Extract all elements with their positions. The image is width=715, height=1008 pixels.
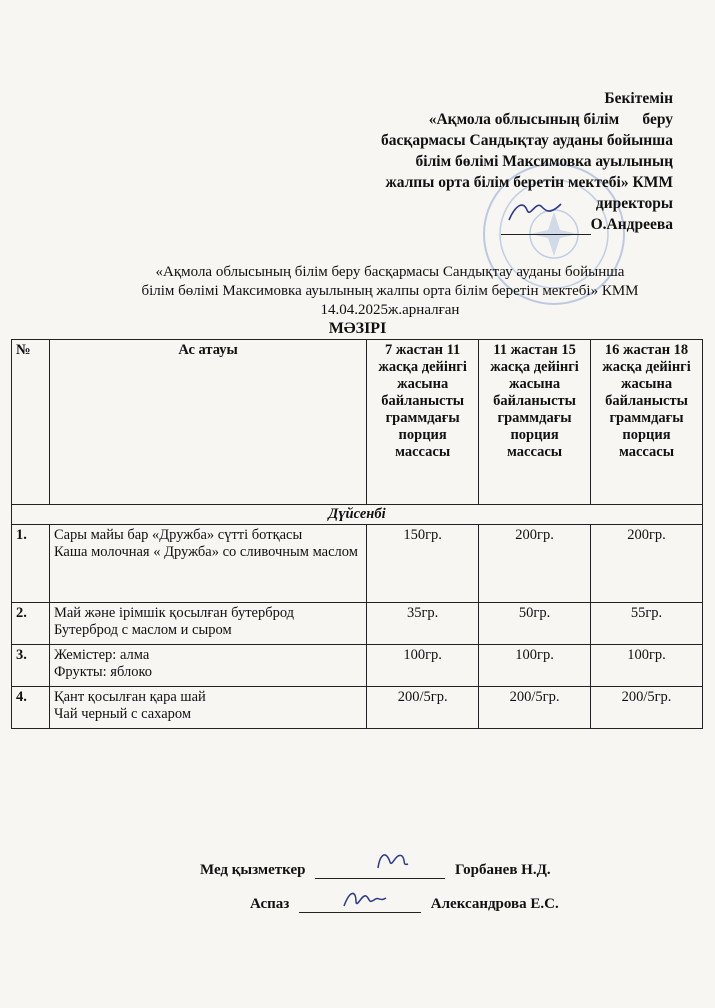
portion-age2: 50гр. bbox=[479, 603, 591, 645]
row-num: 1. bbox=[12, 525, 50, 603]
dish-name bbox=[49, 525, 366, 603]
approval-line: директоры bbox=[595, 195, 673, 212]
approval-line: «Ақмола облысының білім беру bbox=[428, 111, 673, 128]
med-staff-signature bbox=[372, 846, 412, 874]
portion-age2: 200/5гр. bbox=[479, 687, 591, 729]
day-label: Дүйсенбі bbox=[12, 505, 703, 525]
header-name: Ас атауы bbox=[49, 340, 366, 505]
dish-name bbox=[49, 645, 366, 687]
header-age2: 11 жастан 15 жасқа дейінгі жасына байланысты граммдағы порция массасы bbox=[479, 340, 591, 505]
row-num: 3. bbox=[12, 645, 50, 687]
cook-line bbox=[250, 896, 559, 913]
dish-name-kz: Май және ірімшік қосылған бутерброд bbox=[53, 605, 295, 621]
approval-line: Бекітемін bbox=[604, 90, 673, 107]
menu-table bbox=[11, 339, 703, 729]
day-row bbox=[12, 505, 703, 525]
portion-age3: 100гр. bbox=[591, 645, 703, 687]
menu-title: МӘЗІРІ bbox=[328, 320, 387, 337]
header-age3: 16 жастан 18 жасқа дейінгі жасына байланысты граммдағы порция массасы bbox=[591, 340, 703, 505]
menu-date: 14.04.2025ж.арналған bbox=[320, 302, 460, 318]
portion-age3: 200/5гр. bbox=[591, 687, 703, 729]
row-num: 4. bbox=[12, 687, 50, 729]
dish-name bbox=[49, 687, 366, 729]
cook-name: Александрова Е.С. bbox=[430, 896, 559, 912]
dish-name-kz: Қант қосылған қара шай bbox=[53, 689, 206, 705]
organization-line: білім бөлімі Максимовка ауылының жалпы орта білім беретін мектебі» КММ bbox=[141, 283, 639, 299]
med-staff-label: Мед қызметкер bbox=[200, 862, 306, 878]
table-row bbox=[12, 687, 703, 729]
portion-age2: 200гр. bbox=[479, 525, 591, 603]
portion-age3: 55гр. bbox=[591, 603, 703, 645]
dish-name-ru: Чай черный с сахаром bbox=[53, 706, 192, 722]
portion-age2: 100гр. bbox=[479, 645, 591, 687]
organization-heading bbox=[80, 263, 700, 320]
header-age1: 7 жастан 11 жасқа дейінгі жасына байланысты граммдағы порция массасы bbox=[367, 340, 479, 505]
director-signature bbox=[505, 196, 565, 226]
dish-name-kz: Жемістер: алма bbox=[53, 647, 150, 663]
table-row bbox=[12, 603, 703, 645]
organization-line: «Ақмола облысының білім беру басқармасы Сандықтау ауданы бойынша bbox=[155, 264, 625, 280]
cook-label: Аспаз bbox=[250, 896, 290, 912]
med-staff-name: Горбанев Н.Д. bbox=[454, 862, 551, 878]
portion-age1: 100гр. bbox=[367, 645, 479, 687]
header-num: № bbox=[12, 340, 50, 505]
row-num: 2. bbox=[12, 603, 50, 645]
dish-name-ru: Фрукты: яблоко bbox=[53, 664, 153, 680]
approval-line: білім бөлімі Максимовка ауылының bbox=[415, 153, 673, 170]
portion-age1: 200/5гр. bbox=[367, 687, 479, 729]
portion-age1: 150гр. bbox=[367, 525, 479, 603]
dish-name bbox=[49, 603, 366, 645]
approval-line: жалпы орта білім беретін мектебі» КММ bbox=[385, 174, 673, 191]
portion-age1: 35гр. bbox=[367, 603, 479, 645]
dish-name-kz: Сары майы бар «Дружба» сүтті ботқасы bbox=[53, 527, 303, 543]
dish-name-ru: Каша молочная « Дружба» со сливочным маслом bbox=[53, 544, 358, 560]
dish-name-ru: Бутерброд с маслом и сыром bbox=[53, 622, 232, 638]
table-row bbox=[12, 525, 703, 603]
table-header-row bbox=[12, 340, 703, 505]
cook-signature bbox=[340, 884, 388, 912]
director-name: О.Андреева bbox=[590, 216, 673, 233]
table-row bbox=[12, 645, 703, 687]
approval-line: басқармасы Сандықтау ауданы бойынша bbox=[381, 132, 673, 149]
portion-age3: 200гр. bbox=[591, 525, 703, 603]
